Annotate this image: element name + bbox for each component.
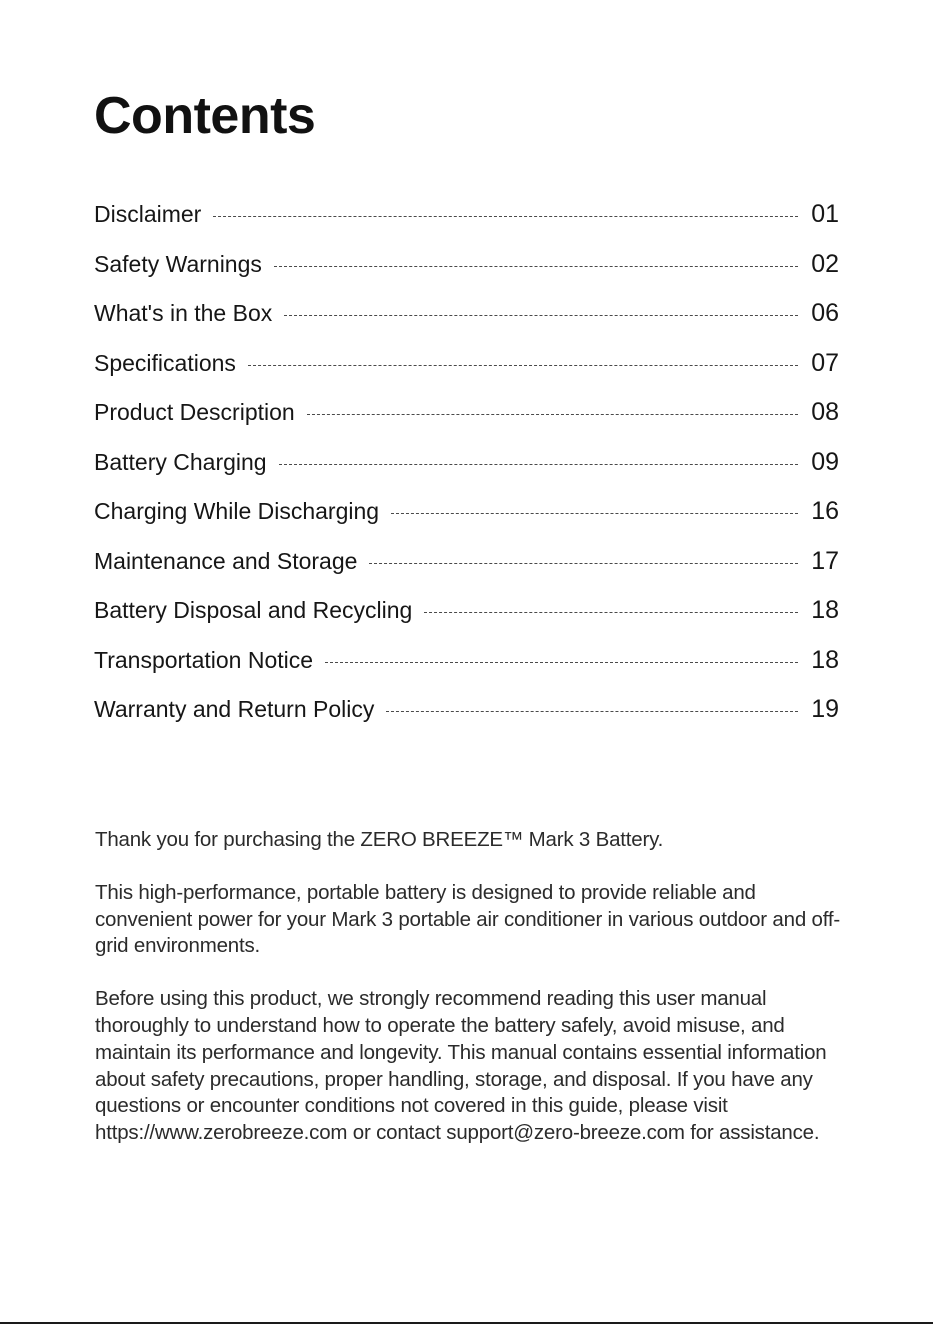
toc-leader-line bbox=[391, 513, 798, 514]
toc-leader-line bbox=[307, 414, 798, 415]
toc-entry-title: Safety Warnings bbox=[94, 250, 262, 277]
table-of-contents bbox=[94, 196, 839, 741]
toc-leader-line bbox=[369, 563, 798, 564]
toc-page-number: 01 bbox=[811, 200, 839, 228]
toc-page-number: 02 bbox=[811, 249, 839, 278]
toc-entry-disclaimer[interactable] bbox=[94, 196, 839, 246]
toc-entry-title: Specifications bbox=[94, 349, 236, 376]
toc-entry-title: Battery Disposal and Recycling bbox=[94, 597, 413, 623]
toc-leader-line bbox=[325, 662, 798, 663]
toc-leader-line bbox=[248, 365, 798, 366]
intro-text bbox=[95, 827, 845, 1173]
toc-entry-maintenance-and-storage[interactable] bbox=[94, 543, 839, 593]
toc-entry-charging-while-discharging[interactable] bbox=[94, 493, 839, 543]
toc-leader-line bbox=[386, 711, 798, 712]
toc-leader-line bbox=[284, 315, 798, 316]
toc-entry-whats-in-the-box[interactable] bbox=[94, 295, 839, 345]
toc-leader-line bbox=[424, 612, 798, 613]
intro-paragraph-thanks: Thank you for purchasing the ZERO BREEZE™ Mark 3 Battery. bbox=[95, 828, 664, 851]
toc-entry-title: Maintenance and Storage bbox=[94, 547, 358, 574]
toc-entry-title: Disclaimer bbox=[94, 201, 202, 227]
toc-entry-product-description[interactable] bbox=[94, 394, 839, 444]
toc-entry-safety-warnings[interactable] bbox=[94, 246, 839, 296]
toc-page-number: 17 bbox=[811, 546, 839, 575]
toc-entry-title: Transportation Notice bbox=[94, 646, 314, 673]
toc-entry-title: Warranty and Return Policy bbox=[94, 696, 375, 722]
page-title: Contents bbox=[94, 87, 316, 145]
toc-entry-specifications[interactable] bbox=[94, 345, 839, 395]
toc-leader-line bbox=[274, 266, 798, 267]
toc-page-number: 19 bbox=[811, 695, 839, 723]
toc-entry-title: Charging While Discharging bbox=[94, 498, 380, 524]
toc-page-number: 16 bbox=[811, 497, 839, 525]
intro-paragraph-instructions: Before using this product, we strongly recommend reading this user manual thoroughly to understand how to operate the battery safely, avoid misuse, and maintain its performance and longevity. This manual contains essential information about safety precautions, proper handling, storage, and disposal. If you have any questions or encounter conditions not covered in this guide, please visit https://www.zerobreeze.com or contact support@zero-breeze.com for assistance. bbox=[95, 987, 827, 1145]
toc-entry-warranty-and-return-policy[interactable] bbox=[94, 691, 839, 741]
toc-page-number: 18 bbox=[811, 645, 839, 674]
toc-entry-title: Product Description bbox=[94, 399, 295, 425]
toc-entry-battery-charging[interactable] bbox=[94, 444, 839, 494]
toc-entry-title: What's in the Box bbox=[94, 300, 273, 326]
toc-leader-line bbox=[279, 464, 798, 465]
toc-page-number: 06 bbox=[811, 299, 839, 327]
toc-page-number: 08 bbox=[811, 398, 839, 426]
toc-entry-battery-disposal-and-recycling[interactable] bbox=[94, 592, 839, 642]
intro-paragraph-description: This high-performance, portable battery is designed to provide reliable and convenient power for your Mark 3 portable air conditioner in various outdoor and off-grid environments. bbox=[95, 880, 840, 958]
toc-entry-title: Battery Charging bbox=[94, 448, 267, 475]
toc-page-number: 09 bbox=[811, 447, 839, 476]
toc-page-number: 07 bbox=[811, 348, 839, 377]
toc-page-number: 18 bbox=[811, 596, 839, 624]
toc-leader-line bbox=[213, 216, 798, 217]
toc-entry-transportation-notice[interactable] bbox=[94, 642, 839, 692]
